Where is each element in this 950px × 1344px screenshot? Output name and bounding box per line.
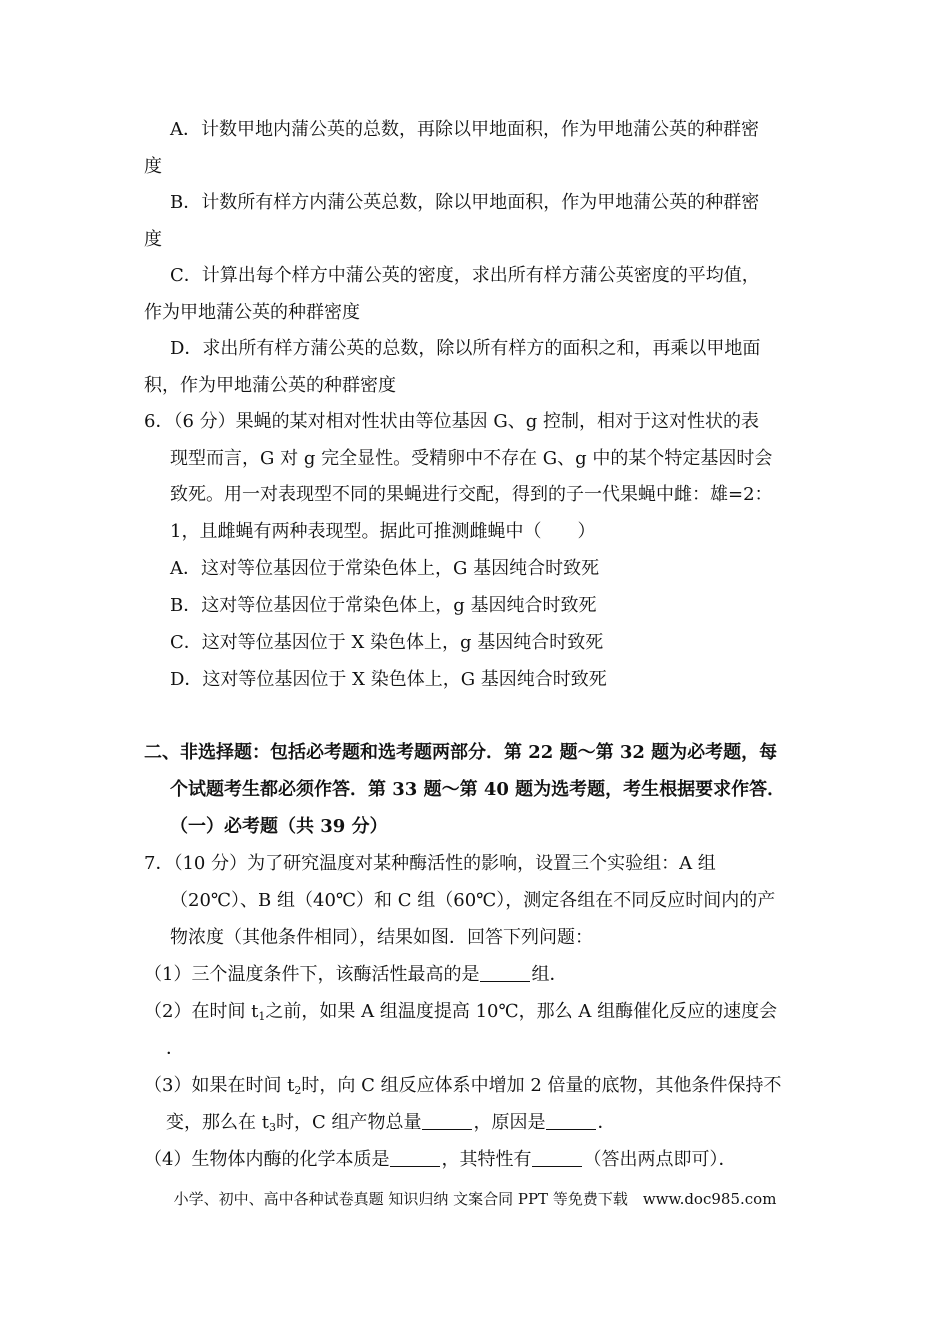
q7-part4-end: （答出两点即可）． xyxy=(583,1149,737,1170)
page-footer: 小学、初中、高中各种试卷真题 知识归纳 文案合同 PPT 等免费下载 www.doc985.com xyxy=(173,1190,777,1208)
q6-stem-line1: 6．（6 分）果蝇的某对相对性状由等位基因 G、g 控制，相对于这对性状的表 xyxy=(144,411,759,432)
q7-part2-prefix: （2）在时间 t xyxy=(144,1001,259,1022)
q7-part3-text: 时，向 C 组反应体系中增加 2 倍量的底物，其他条件保持不 xyxy=(301,1075,782,1096)
q7-stem-line3: 物浓度（其他条件相同），结果如图．回答下列问题： xyxy=(170,927,593,948)
q5-option-c-line2: 作为甲地蒲公英的种群密度 xyxy=(144,302,360,323)
q7-part3-prefix: （3）如果在时间 t xyxy=(144,1075,295,1096)
q7-part2-end: ． xyxy=(166,1038,184,1059)
q7-part4-answer-blank-2 xyxy=(532,1148,582,1167)
q5-option-d-line1: D．求出所有样方蒲公英的总数，除以所有样方的面积之和，再乘以甲地面 xyxy=(170,338,761,359)
q7-part3-answer-blank-2 xyxy=(546,1111,596,1130)
q6-option-c: C．这对等位基因位于 X 染色体上，g 基因纯合时致死 xyxy=(170,632,604,653)
q5-option-b-line1: B．计数所有样方内蒲公英总数，除以甲地面积，作为甲地蒲公英的种群密 xyxy=(170,192,760,213)
q7-part2 xyxy=(144,999,777,1025)
q6-stem-line3: 致死。用一对表现型不同的果蝇进行交配，得到的子一代果蝇中雌：雄=2： xyxy=(170,484,773,505)
q7-part3b-end: ． xyxy=(597,1112,616,1133)
q7-part3 xyxy=(144,1073,782,1099)
q7-part3-line2 xyxy=(166,1110,615,1136)
q5-option-d-line2: 积，作为甲地蒲公英的种群密度 xyxy=(144,375,396,396)
q7-part4-prefix: （4）生物体内酶的化学本质是 xyxy=(144,1149,390,1170)
q7-part1-prefix: （1）三个温度条件下，该酶活性最高的是 xyxy=(144,964,480,985)
q6-option-a: A．这对等位基因位于常染色体上，G 基因纯合时致死 xyxy=(170,558,600,579)
section2-heading-line1: 二、非选择题：包括必考题和选考题两部分．第 22 题～第 32 题为必考题，每 xyxy=(144,742,778,763)
q7-part3-answer-blank-1 xyxy=(422,1111,472,1130)
q6-stem-line2: 现型而言，G 对 g 完全显性。受精卵中不存在 G、g 中的某个特定基因时会 xyxy=(170,448,773,469)
q7-part3b-text2: ，原因是 xyxy=(473,1112,546,1133)
q7-part3b-text: 时，C 组产物总量 xyxy=(275,1112,422,1133)
q5-option-b-line2: 度 xyxy=(144,229,162,250)
q7-part1-suffix: 组． xyxy=(531,964,568,985)
q7-part3-subscript: 2 xyxy=(294,1084,302,1097)
q6-stem-line4: 1，且雌蝇有两种表现型。据此可推测雌蝇中（ ） xyxy=(170,521,596,542)
section2-heading-line2: 个试题考生都必须作答．第 33 题～第 40 题为选考题，考生根据要求作答． xyxy=(170,779,786,800)
q7-stem-line2: （20℃）、B 组（40℃）和 C 组（60℃），测定各组在不同反应时间内的产 xyxy=(170,890,776,911)
q7-part2-text: 之前，如果 A 组温度提高 10℃，那么 A 组酶催化反应的速度会 xyxy=(265,1001,778,1022)
q7-part4-answer-blank-1 xyxy=(390,1148,440,1167)
q7-stem-line1: 7．（10 分）为了研究温度对某种酶活性的影响，设置三个实验组：A 组 xyxy=(144,853,716,874)
q5-option-c-line1: C．计算出每个样方中蒲公英的密度，求出所有样方蒲公英密度的平均值， xyxy=(170,265,760,286)
q7-part2-subscript: 1 xyxy=(258,1010,266,1023)
q7-part1-answer-blank xyxy=(480,963,530,982)
section2-subheading: （一）必考题（共 39 分） xyxy=(170,816,388,837)
q6-option-d: D．这对等位基因位于 X 染色体上，G 基因纯合时致死 xyxy=(170,669,607,690)
q5-option-a-line2: 度 xyxy=(144,156,162,177)
q7-part4-mid: ，其特性有 xyxy=(441,1149,532,1170)
q7-part4 xyxy=(144,1147,736,1173)
q6-option-b: B．这对等位基因位于常染色体上，g 基因纯合时致死 xyxy=(170,595,597,616)
q7-part3b-subscript: 3 xyxy=(268,1121,276,1134)
q5-option-a-line1: A．计数甲地内蒲公英的总数，再除以甲地面积，作为甲地蒲公英的种群密 xyxy=(170,119,759,140)
q7-part1 xyxy=(144,962,567,988)
q7-part3b-prefix: 变，那么在 t xyxy=(166,1112,269,1133)
